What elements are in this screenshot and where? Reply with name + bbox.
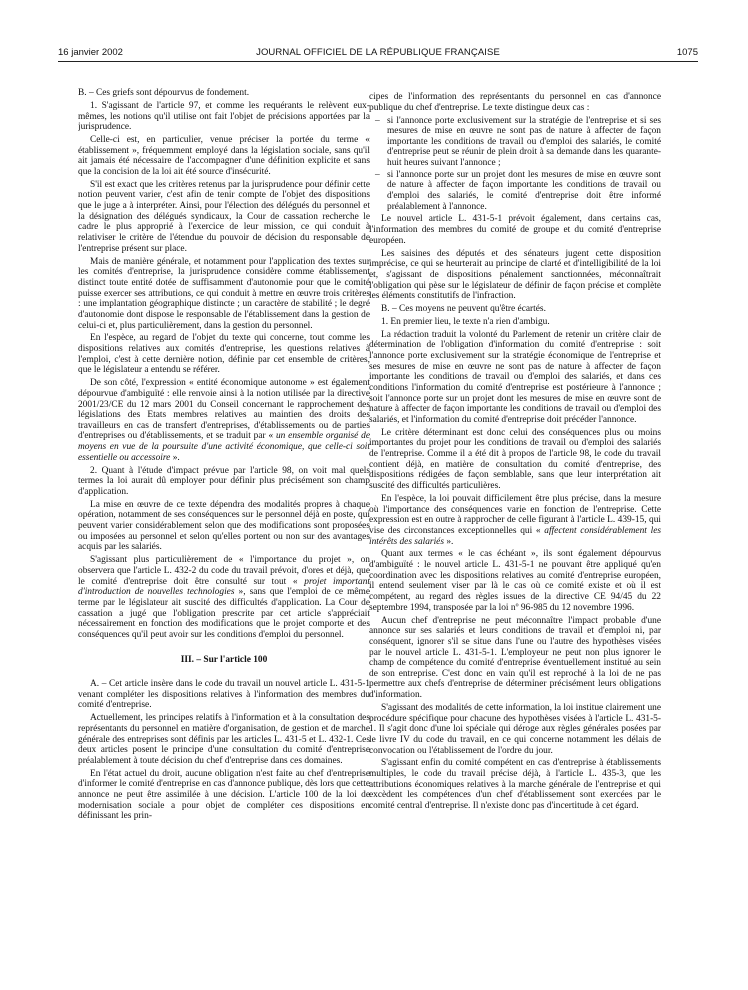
paragraph — [78, 555, 370, 640]
paragraph: 1. S'agissant de l'article 97, et comme les requérants le relèvent eux-mêmes, les notions qu'il utilise ont fait l'objet de précisions apportées par la jurisprudence. — [78, 100, 370, 133]
left-column — [78, 88, 370, 978]
paragraph — [369, 494, 661, 547]
paragraph: S'agissant des modalités de cette information, la loi institue clairement une procédure spécifique pour chacune des hypothèses visées à l'article L. 431-5-1. Il s'agit donc d'une loi spéciale qui déroge aux règles générales posées par le livre IV du code du travail, en ce qui concerne notamment les délais de convocation ou l'établissement de l'ordre du jour. — [369, 702, 661, 756]
header-journal-title: JOURNAL OFFICIEL DE LA RÉPUBLIQUE FRANÇAISE — [256, 47, 500, 58]
text-run: De son côté, l'expression « entité économique autonome » est également dépourvue d'ambiguïté : elle renvoie ainsi à la notion utilisée par la directive 2001/23/CE du 12 mars 2001 du Conseil concernant le rapprochement des législations des Etats membres relatives au maintien des droits des travailleurs en cas de transfert d'entreprises, d'établissements ou de parties d'entreprises ou d'établissements, et se traduit par « — [78, 378, 370, 442]
paragraph: cipes de l'information des représentants du personnel en cas d'annonce publique du chef d'entreprise. Le texte distingue deux cas : — [369, 92, 661, 113]
paragraph: 2. Quant à l'étude d'impact prévue par l'article 98, on voit mal quels termes la loi aurait dû employer pour définir plus précisément son champ d'application. — [78, 465, 370, 497]
quote-italic: affectent considérablement les intérêts des salariés — [369, 525, 661, 547]
quote-italic: projet important d'introduction de nouvelles technologies — [78, 576, 370, 598]
paragraph: La mise en œuvre de ce texte dépendra des modalités propres à chaque opération, notamment de ses conséquences sur le personnel déjà en poste, qui peuvent varier considérablement selon que des modifications sont proposées ou imposées au personnel et selon qu'elles portent ou non sur des avantages acquis par les salariés. — [78, 499, 370, 553]
paragraph: Celle-ci est, en particulier, venue préciser la portée du terme « établissement », fréquemment employé dans la législation sociale, sans qu'il ait jamais été nécessaire de l'accompagner d'une définition explicite et sans que la concision de la loi ait été source d'insécurité. — [78, 135, 370, 177]
page-header — [58, 47, 698, 61]
section-heading: III. – Sur l'article 100 — [180, 654, 268, 665]
header-page-number: 1075 — [676, 47, 698, 58]
right-column — [369, 92, 661, 982]
paragraph: Actuellement, les principes relatifs à l'information et à la consultation des représentants du personnel en matière d'organisation, de gestion et de marche générale des entreprises sont définis par les articles L. 431-5 et L. 432-1. Ces deux articles posent le principe d'une consultation du comité d'entreprise préalablement à toute décision du chef d'entreprise dans ces domaines. — [78, 713, 370, 766]
paragraph: En l'état actuel du droit, aucune obligation n'est faite au chef d'entreprise d'informer le comité d'entreprise en cas d'annonce publique, dès lors que cette annonce ne peut être assimilée à une décision. L'article 100 de la loi de modernisation sociale a pour objet de compléter ces dispositions en définissant les prin- — [78, 768, 370, 822]
paragraph: B. – Ces moyens ne peuvent qu'être écartés. — [381, 304, 546, 315]
list-item-text: si l'annonce porte sur un projet dont les mesures de mise en œuvre sont de nature à affecter de façon importante les conditions de travail ou d'emploi des salariés, le comité d'entreprise doit être informé préalablement à l'annonce. — [387, 169, 661, 212]
paragraph: En l'espèce, au regard de l'objet du texte qui concerne, tout comme les dispositions relatives aux comités d'entreprise, les questions relatives à l'emploi, c'est à cette dernière notion, définie par cet ensemble de critères, que le législateur a entendu se référer. — [78, 333, 370, 376]
text-run: S'agissant plus particulièrement de « l'importance du projet », on observera que l'article L. 432-2 du code du travail prévoit, d'ores et déjà, que le comité d'entreprise doit être consulté sur tout « — [78, 555, 370, 587]
list-item — [369, 116, 661, 169]
paragraph: Aucun chef d'entreprise ne peut méconnaître l'impact probable d'une annonce sur ses salariés et leurs conditions de travail et d'emploi ni, par conséquent, ignorer s'il se situe dans l'une ou l'autre des hypothèses visées par le nouvel article L. 431-5-1. L'employeur ne peut non plus ignorer le champ de compétence du comité d'entreprise éventuellement institué au sein de son entreprise. C'est donc en vain qu'il est reproché à la loi de ne pas permettre aux chefs d'entreprise de déterminer précisément leurs obligations d'information. — [369, 615, 661, 701]
text-run: ». — [444, 536, 454, 547]
paragraph: Quant aux termes « le cas échéant », ils sont également dépourvus d'ambiguïté : le nouvel article L. 431-5-1 ne pouvant être appliqué qu'en coordination avec les dispositions relatives au comité d'entreprise européen, il entend seulement viser par là le cas où ce comité existe et où il est compétent, au regard des règles issues de la directive CE 94/45 du 22 septembre 1994, transposée par la loi nº 96-985 du 12 novembre 1996. — [369, 549, 661, 613]
header-rule — [58, 61, 698, 62]
paragraph: S'il est exact que les critères retenus par la jurisprudence pour définir cette notion peuvent varier, c'est afin de tenir compte de l'objet des dispositions que le juge a à interpréter. Ainsi, pour l'élection des délégués du personnel et la désignation des délégués syndicaux, la Cour de cassation recherche le cadre le plus approprié à l'exercice de leur mission, ce qui conduit à relativiser le critère de l'étendue du pouvoir de décision du responsable de l'entreprise présent sur place. — [78, 179, 370, 254]
dash-list — [369, 116, 661, 213]
text-run: ». — [170, 452, 180, 463]
paragraph: La rédaction traduit la volonté du Parlement de retenir un critère clair de détermination de l'obligation d'information du comité d'entreprise : soit l'annonce porte exclusivement sur la stratégie économique de l'entreprise et ses mesures de mise en œuvre ne sont pas de nature à affecter de façon importante les conditions de travail ou d'emploi des salariés, et dans ces conditions l'information du comité d'entreprise est postérieure à l'annonce ; soit l'annonce porte sur un projet dont les mesures de mise en œuvre sont de nature à affecter de façon importante les conditions de travail ou d'emploi des salariés, et l'information du comité d'entreprise doit précéder l'annonce. — [369, 329, 661, 425]
list-item — [369, 170, 661, 213]
paragraph: Mais de manière générale, et notamment pour l'application des textes sur les comités d'entreprise, la jurisprudence considère comme établissement distinct toute entité dotée de suffisamment d'autonomie pour que le comité puisse exercer ses attributions, ce qui conduit à mettre en œuvre trois critères : une implantation géographique distincte ; un caractère de stabilité ; le degré d'autonomie dont dispose le responsable de l'établissement dans la gestion de celui-ci et, plus particulièrement, dans la gestion du personnel. — [78, 256, 370, 331]
quote-italic: un ensemble organisé de moyens en vue de la poursuite d'une activité économique, que celle-ci soit essentielle ou accessoire — [78, 431, 370, 463]
paragraph: S'agissant enfin du comité compétent en cas d'entreprise à établissements multiples, le code du travail précise déjà, à l'article L. 435-3, que les attributions économiques relatives à la marche générale de l'entreprise et qui excèdent les compétences d'un chef d'établissement sont exercées par le comité central d'entreprise. Il n'existe donc pas d'incertitude à cet égard. — [369, 758, 661, 812]
paragraph — [78, 378, 370, 463]
paragraph: Le nouvel article L. 431-5-1 prévoit également, dans certains cas, l'information des membres du comité de groupe et du comité d'entreprise européen. — [369, 214, 661, 246]
paragraph: Le critère déterminant est donc celui des conséquences plus ou moins importantes du projet pour les conditions de travail ou d'emploi des salariés de l'entreprise. Comme il a été dit à propos de l'article 98, le code du travail contient déjà, en matière de consultation du comité d'entreprise, des dispositions rédigées de façon semblable, sans que leur interprétation ait suscité des difficultés particulières. — [369, 427, 661, 492]
text-run: », sans que l'emploi de ce même terme par le législateur ait suscité des difficultés d'application. La Cour de cassation a jugé que l'obligation prescrite par cet article s'appréciait nécessairement en fonction des modifications que le projet comporte et des conséquences qu'il peut avoir sur les conditions d'emploi du personnel. — [78, 587, 370, 640]
dash-bullet: – — [375, 115, 380, 126]
dash-bullet: – — [375, 169, 380, 180]
header-date: 16 janvier 2002 — [58, 47, 123, 58]
paragraph: A. – Cet article insère dans le code du travail un nouvel article L. 431-5-1 venant compléter les dispositions relatives à l'information des membres du comité d'entreprise. — [78, 679, 370, 711]
paragraph: B. – Ces griefs sont dépourvus de fondement. — [78, 88, 250, 98]
text-run: En l'espèce, la loi pouvait difficilement être plus précise, dans la mesure où l'importance des conséquences varie en fonction de l'entreprise. Cette expression est en outre à rapprocher de celle figurant à l'article L. 439-15, qui vise des circonstances exceptionnelles qui « — [369, 493, 661, 536]
list-item-text: si l'annonce porte exclusivement sur la stratégie de l'entreprise et si ses mesures de mise en œuvre ne sont pas de nature à affecter de façon importante les conditions de travail ou d'emploi des salariés, le comité d'entreprise peut se réunir de plein droit à sa demande dans les quarante-huit heures suivant l'annonce ; — [387, 115, 661, 169]
paragraph: 1. En premier lieu, le texte n'a rien d'ambigu. — [381, 316, 550, 327]
paragraph: Les saisines des députés et des sénateurs jugent cette disposition imprécise, ce qui se heurterait au principe de clarté et d'intelligibilité de la loi et, s'agissant de dispositions pénalement sanctionnées, méconnaîtrait l'obligation qui pèse sur le législateur de définir de façon précise et complète les éléments constitutifs de l'infraction. — [369, 248, 661, 302]
